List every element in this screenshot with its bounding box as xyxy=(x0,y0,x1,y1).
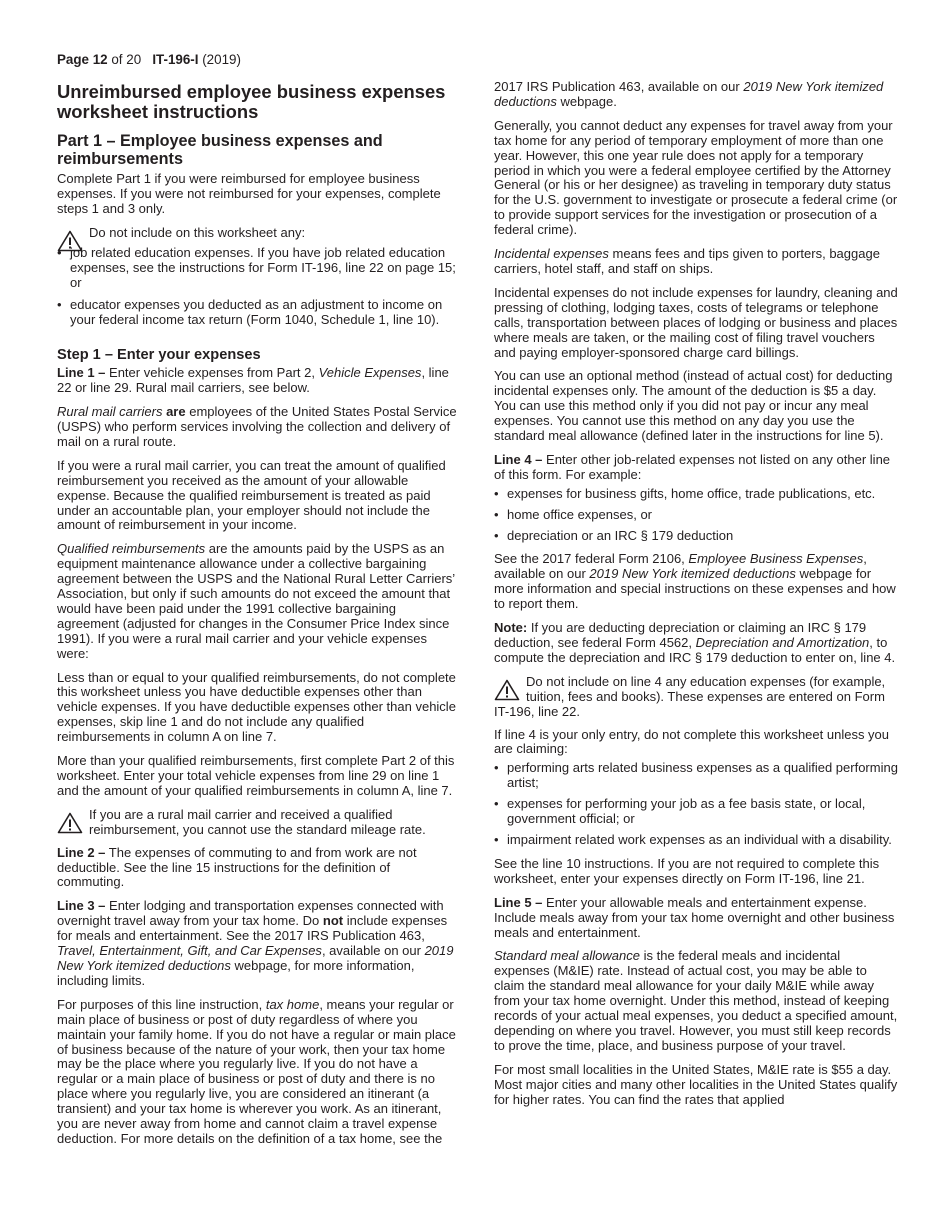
line4-examples xyxy=(494,487,898,544)
excluded-list xyxy=(57,246,457,329)
list-item: • expenses for business gifts, home office, trade publications, etc. xyxy=(494,487,898,502)
rural-treatment-para: If you were a rural mail carrier, you can treat the amount of qualified reimbursement you received as the amount of your allowable expense. Because the qualified reimbursement is treated as paid under an accountable plan, your employer should not include the amount of reimbursement in your income. xyxy=(57,457,446,533)
part1-heading: Part 1 – Employee business expenses and reimbursements xyxy=(57,132,383,168)
right-column xyxy=(494,80,898,1116)
qualified-reimbursements-para: Qualified reimbursements are the amounts paid by the USPS as an equipment maintenance allowance under a collective bargaining agreement between the USPS and the National Rural Letter Carriers’ Association, but only if such amounts do not exceed the amount that would have been paid under the 1991 collective bargaining agreement (adjusted for changes in the Consumer Price Index since 1991). If you were a rural mail carrier and your vehicle expenses were: xyxy=(57,541,455,661)
see-line10-para: See the line 10 instructions. If you are not required to complete this worksheet, enter your expenses directly on Form IT-196, line 21. xyxy=(494,855,880,886)
form-number: IT-196-I xyxy=(152,52,199,67)
list-item: • impairment related work expenses as an individual with a disability. xyxy=(494,833,898,848)
part1-intro: Complete Part 1 if you were reimbursed for employee business expenses. If you were not reimbursed for your expenses, complete steps 1 and 3 only. xyxy=(57,171,441,216)
continued-para: 2017 IRS Publication 463, available on our 2019 New York itemized deductions webpage. xyxy=(494,79,884,109)
note-para: Note: If you are deducting depreciation or claiming an IRC § 179 deduction, see federal Form 4562, Depreciation and Amortization, to compute the depreciation and IRC § 179 deduction to enter on, line 4. xyxy=(494,620,896,665)
list-item: • home office expenses, or xyxy=(494,508,898,523)
one-year-rule-para: Generally, you cannot deduct any expenses for travel away from your tax home for any period of temporary employment of more than one year. However, this one year rule does not apply for a temporary period in which you were a federal employee certified by the Attorney General (or his or her designee) as traveling in temporary duty status for the U.S. government to investigate or prosecute a federal crime (or to provide support services for the investigation or prosecution of a federal crime). xyxy=(494,117,898,238)
list-item: • expenses for performing your job as a fee basis state, or local, government official; or xyxy=(494,797,898,827)
optional-method-para: You can use an optional method (instead of actual cost) for deducting incidental expenses only. The amount of the deduction is $5 a day. You can use this method only if you did not pay or incur any meal expenses. You cannot use this method on any day you use the standard meal allowance (defined later in the instructions for line 5). xyxy=(494,368,893,444)
left-column xyxy=(57,80,457,1156)
warning-note-2 xyxy=(57,808,457,838)
warning-text-1: Do not include on this worksheet any: xyxy=(89,224,306,240)
warning-text-2: If you are a rural mail carrier and received a qualified reimbursement, you cannot use the standard mileage rate. xyxy=(89,806,426,837)
line3-para: Line 3 – Enter lodging and transportation expenses connected with overnight travel away from your tax home. Do not include expenses for meals and entertainment. See the 2017 IRS Publication 463, Travel, Entertainment, Gift, and Car Expenses, available on our 2019 New York itemized deductions webpage, for more information, including limits. xyxy=(57,898,454,988)
claiming-list xyxy=(494,761,898,848)
more-than-para: More than your qualified reimbursements, first complete Part 2 of this worksheet. Enter your total vehicle expenses from line 29 on line 1 and the amount of your qualified reimbursements in column A, line 7. xyxy=(57,753,455,798)
list-item: • job related education expenses. If you have job related education expenses, see the instructions for Form IT-196, line 22 on page 15; or xyxy=(57,246,457,291)
step1-heading: Step 1 – Enter your expenses xyxy=(57,347,261,364)
warning-note-3 xyxy=(494,675,898,720)
page-total: of 20 xyxy=(111,52,142,67)
incidental-def-para: Incidental expenses means fees and tips given to porters, baggage carriers, hotel staff, and staff on ships. xyxy=(494,246,880,276)
list-item: • educator expenses you deducted as an adjustment to income on your federal income tax return (Form 1040, Schedule 1, line 10). xyxy=(57,298,457,328)
warning-icon xyxy=(494,679,520,701)
rural-carriers-para: Rural mail carriers are employees of the United States Postal Service (USPS) who perform services involving the collection and delivery of mail on a rural route. xyxy=(57,404,457,449)
line1-para: Line 1 – Enter vehicle expenses from Part 2, Vehicle Expenses, line 22 or line 29. Rural mail carriers, see below. xyxy=(57,365,449,396)
small-localities-para: For most small localities in the United States, M&IE rate is $55 a day. Most major cities and many other localities in the United States qualify for higher rates. You can find the rates that applied xyxy=(494,1061,898,1107)
tax-home-para: For purposes of this line instruction, tax home, means your regular or main place of business or post of duty regardless of where you maintain your family home. If you do not have a regular or main place of business because of the nature of your work, then your tax home may be the place where you regularly live. If you do not have a regular or a main place of business or post of duty and there is no place where you regularly live, you are considered an itinerant (a transient) and your tax home is wherever you work. As an itinerant, you are never away from home and cannot claim a travel expense deduction. For more details on the definition of a tax home, see the xyxy=(57,996,456,1146)
less-than-para: Less than or equal to your qualified reimbursements, do not complete this worksheet unless you have deductible expenses other than vehicle expenses. If you have deductible expenses other than vehicle expenses, skip line 1 and do not include any qualified reimbursements in column A on line 7. xyxy=(57,669,456,745)
line2-para: Line 2 – The expenses of commuting to and from work are not deductible. See the line 15 instructions for the definition of commuting. xyxy=(57,844,417,890)
list-item: • performing arts related business expenses as a qualified performing artist; xyxy=(494,761,898,791)
form-2106-para: See the 2017 federal Form 2106, Employee Business Expenses, available on our 2019 New York itemized deductions webpage for more information and special instructions on these expenses and how to report them. xyxy=(494,551,896,612)
page-header xyxy=(57,53,241,68)
warning-icon xyxy=(57,812,83,834)
standard-meal-allowance-para: Standard meal allowance is the federal meals and incidental expenses (M&IE) rate. Instead of actual cost, you may be able to claim the standard meal allowance for your daily M&IE while away from your tax home overnight. Under this method, instead of keeping records of your actual meal expenses, you deduct a specified amount, depending on where you travel. However, you must still keep records to prove the time, place, and business purpose of your travel. xyxy=(494,948,898,1053)
list-item: • depreciation or an IRC § 179 deduction xyxy=(494,529,898,544)
line5-para: Line 5 – Enter your allowable meals and entertainment expense. Include meals away from your tax home overnight and other business meals and entertainment. xyxy=(494,894,895,940)
form-year: (2019) xyxy=(202,52,241,67)
worksheet-title: Unreimbursed employee business expenses worksheet instructions xyxy=(57,81,446,122)
page-number: Page 12 xyxy=(57,52,108,67)
warning-text-3: Do not include on line 4 any education expenses (for example, tuition, fees and books). These expenses are entered on Form IT-196, line 22. xyxy=(494,673,886,719)
incidental-exclusions-para: Incidental expenses do not include expenses for laundry, cleaning and pressing of clothing, lodging taxes, costs of telegrams or telephone calls, transportation between places of lodging or business and places where meals are taken, or the mailing cost of filing travel vouchers and paying employer-sponsored charge card billings. xyxy=(494,284,898,360)
line4-para: Line 4 – Enter other job-related expenses not listed on any other line of this form. For example: xyxy=(494,451,891,482)
only-entry-para: If line 4 is your only entry, do not complete this worksheet unless you are claiming: xyxy=(494,726,890,757)
